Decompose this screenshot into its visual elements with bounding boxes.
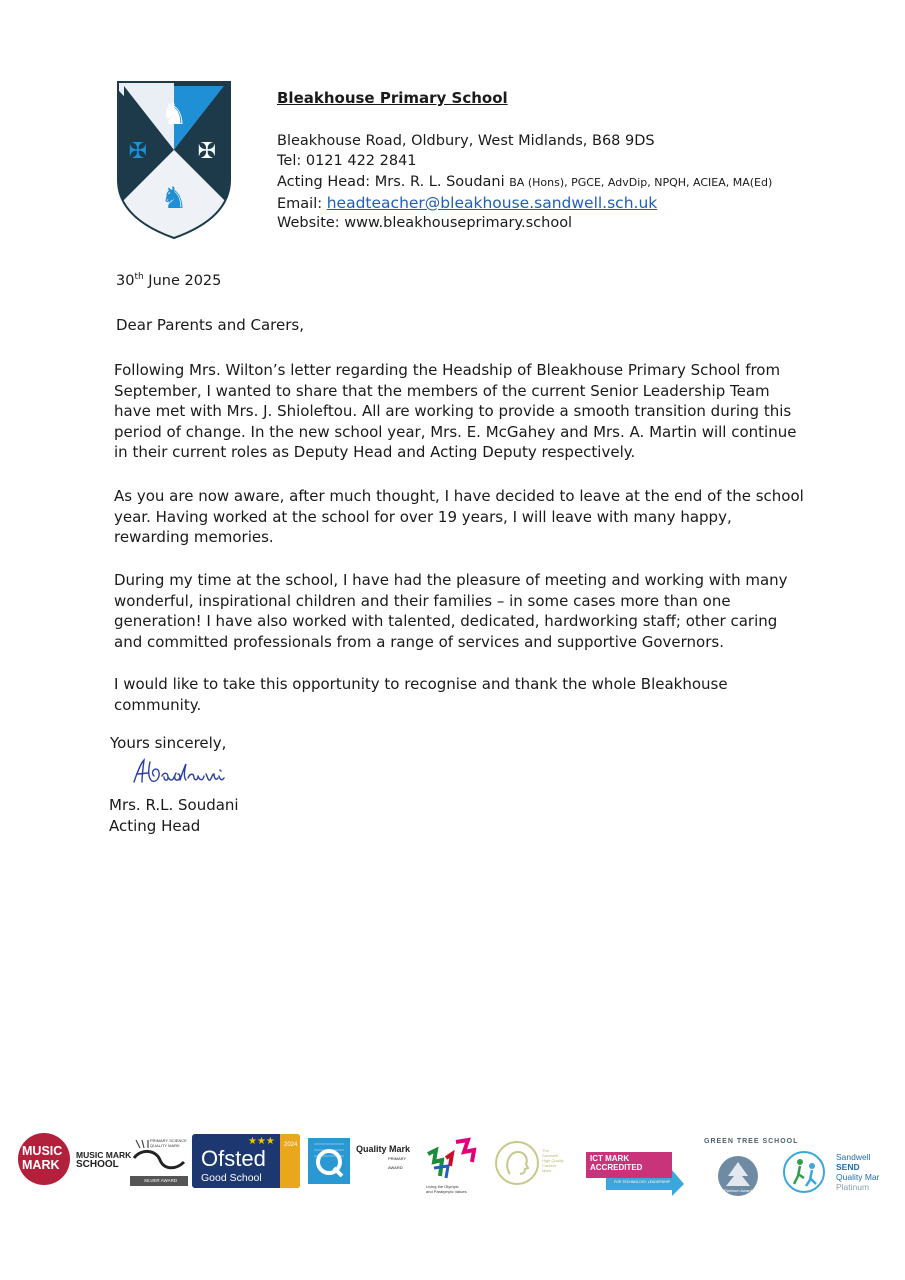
paragraph-line: I would like to take this opportunity to recognise and thank the whole Bleakhouse (114, 675, 728, 693)
quality-mark-primary: PRIMARY (388, 1156, 407, 1161)
salutation: Dear Parents and Carers, (116, 316, 304, 334)
ict-mark-for: FOR (614, 1180, 622, 1184)
school-website: Website: www.bleakhouseprimary.school (277, 215, 573, 231)
ofsted-star-icon: ★★★ (248, 1136, 275, 1147)
paragraph-line: year. Having worked at the school for over 19 years, I will leave with many happy, (114, 507, 732, 526)
london-2012-icon (420, 1136, 484, 1186)
email-line (277, 194, 657, 212)
music-mark-school-label (76, 1150, 131, 1170)
paragraph-line: period of change. In the new school year, Mrs. E. McGahey and Mrs. A. Martin will continue (114, 422, 797, 441)
green-tree-school-logo (700, 1134, 799, 1200)
date-month-year: June 2025 (148, 272, 222, 289)
olympic-text-1: Living the Olympic (426, 1184, 459, 1189)
send-text-3: Quality Mar (836, 1172, 880, 1182)
ofsted-year: 2024 (284, 1142, 298, 1148)
date-day: 30 (116, 272, 135, 289)
svg-text:✠: ✠ (128, 139, 148, 164)
svg-text:✠: ✠ (197, 139, 217, 164)
send-text-4: Platinum (836, 1182, 870, 1192)
ict-mark-logo (586, 1152, 684, 1196)
ofsted-rating: Good School (201, 1172, 262, 1184)
email-label: Email: (277, 196, 323, 212)
music-mark-logo (16, 1132, 74, 1186)
paragraph-line: wonderful, inspirational children and their families – in some cases more than one (114, 591, 731, 610)
careers-text-3: High Quality (542, 1158, 564, 1163)
paragraph-line: generation! I have also worked with talented, dedicated, hardworking staff; other caring (114, 612, 778, 630)
music-mark-text-2: MARK (22, 1158, 60, 1172)
school-telephone: Tel: 0121 422 2841 (277, 153, 417, 169)
svg-text:♞: ♞ (160, 97, 188, 132)
paragraph-3 (114, 570, 804, 652)
music-mark-text-1: MUSIC (22, 1144, 63, 1158)
quality-mark-label (356, 1145, 410, 1172)
acting-head-qualifications: BA (Hons), PGCE, AdvDip, NPQH, ACIEA, MA(Ed) (509, 176, 773, 189)
send-text-2: SEND (836, 1162, 860, 1172)
careers-mark-head-icon (494, 1140, 540, 1186)
olympic-values-logo (420, 1136, 484, 1196)
paragraph-line: have met with Mrs. J. Shioleftou. All are working to provide a smooth transition during this (114, 402, 792, 420)
send-label (836, 1152, 879, 1192)
acting-head-line (277, 174, 772, 190)
send-people-icon (780, 1150, 836, 1196)
science-mark-text-2: QUALITY MARK (150, 1143, 180, 1148)
email-link[interactable]: headteacher@bleakhouse.sandwell.sch.uk (326, 194, 658, 212)
paragraph-line: rewarding memories. (114, 528, 274, 546)
paragraph-line: During my time at the school, I have had the pleasure of meeting and working with many (114, 571, 788, 589)
school-address: Bleakhouse Road, Oldbury, West Midlands, B68 9DS (277, 133, 655, 149)
careers-text-1: The (542, 1148, 549, 1153)
signer-title: Acting Head (109, 817, 201, 835)
paragraph-1 (114, 360, 804, 463)
handwritten-signature (128, 756, 238, 788)
send-quality-mark-logo (780, 1150, 836, 1196)
date-suffix: th (134, 272, 144, 282)
school-crest-logo (116, 80, 232, 240)
ict-mark-accredited: ACCREDITED (590, 1163, 643, 1172)
paragraph-line: Following Mrs. Wilton’s letter regarding the Headship of Bleakhouse Primary School from (114, 361, 781, 379)
quality-mark-award: AWARD (388, 1165, 403, 1170)
music-mark-school-text-2: SCHOOL (76, 1159, 119, 1170)
paragraph-line: community. (114, 695, 202, 714)
quality-mark-text: Quality Mark (356, 1144, 411, 1154)
svg-text:♞: ♞ (160, 181, 188, 216)
send-text-1: Sandwell (836, 1152, 871, 1162)
ict-mark-text: ICT MARK (590, 1154, 630, 1163)
ict-mark-technology: TECHNOLOGY (622, 1180, 647, 1184)
ofsted-text: Ofsted (201, 1146, 266, 1171)
closing: Yours sincerely, (110, 734, 227, 752)
careers-text-5: Mark (542, 1168, 551, 1173)
science-mark-award: SILVER AWARD (144, 1178, 178, 1183)
paragraph-line: in their current roles as Deputy Head and Acting Deputy respectively. (114, 443, 636, 461)
careers-text-2: Sandwell (542, 1153, 559, 1158)
olympic-text-2: and Paralympic Values (426, 1189, 467, 1194)
science-quality-mark-logo (130, 1136, 188, 1186)
careers-text-4: Careers (542, 1163, 557, 1168)
signer-name: Mrs. R.L. Soudani (109, 796, 239, 814)
science-mark-text-1: PRIMARY SCIENCE (150, 1138, 187, 1143)
green-tree-award: Platinum Award (724, 1188, 752, 1193)
ofsted-good-school-logo (192, 1134, 300, 1188)
quality-mark-logo (308, 1138, 350, 1184)
paragraph-line: and committed professionals from a range of services and supportive Governors. (114, 632, 724, 651)
music-mark-school-text-1: MUSIC MARK (76, 1150, 132, 1160)
careers-mark-logo (494, 1140, 584, 1194)
paragraph-2 (114, 486, 804, 548)
paragraph-line: As you are now aware, after much thought, I have decided to leave at the end of the school (114, 487, 804, 505)
green-tree-text: GREEN TREE SCHOOL (704, 1138, 799, 1145)
school-name: Bleakhouse Primary School (277, 89, 508, 107)
letter-date (116, 272, 221, 289)
ict-mark-leadership: LEADERSHIP (647, 1180, 670, 1184)
quality-mark-q-icon (308, 1138, 350, 1184)
acting-head-name: Acting Head: Mrs. R. L. Soudani (277, 174, 505, 190)
paragraph-line: September, I wanted to share that the members of the current Senior Leadership Team (114, 381, 770, 400)
paragraph-4 (114, 674, 804, 715)
